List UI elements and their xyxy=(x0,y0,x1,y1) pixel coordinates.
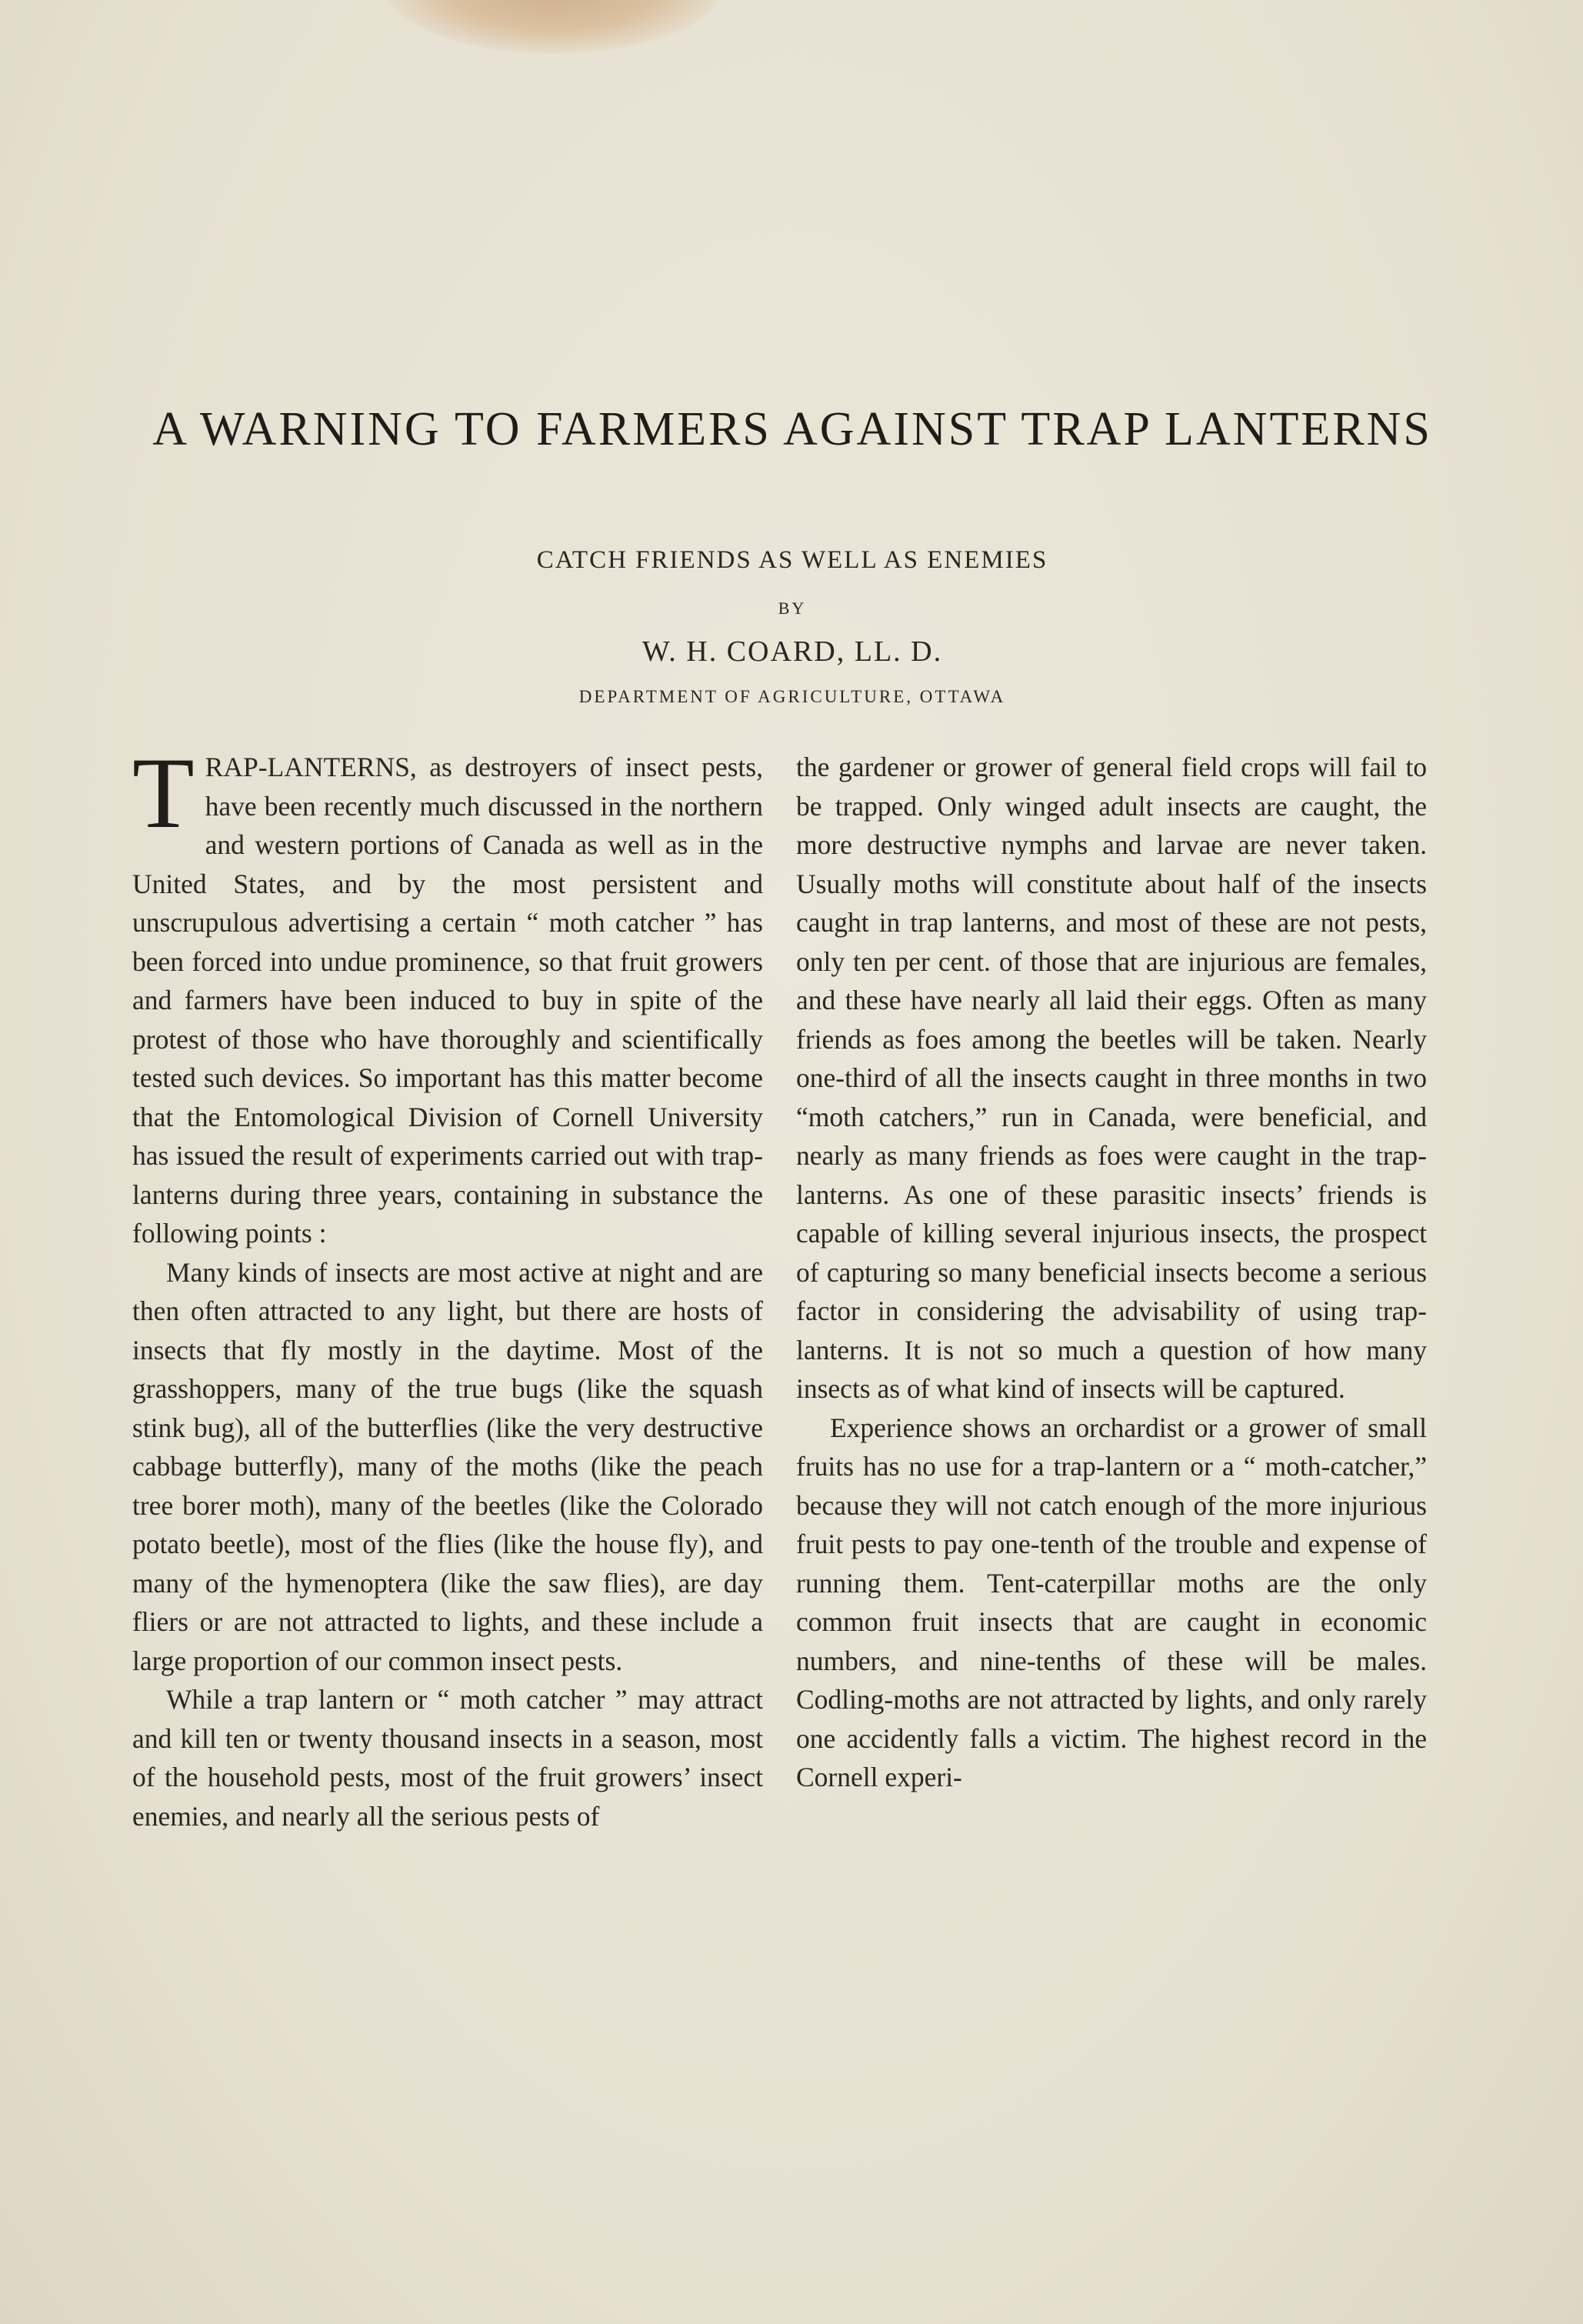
paper-stain xyxy=(385,0,723,54)
left-paragraph-3: While a trap lantern or “ moth catcher ” may attract and kill ten or twenty thousand insects in a season, most of the household pests, most of the fruit growers’ insect enemies, and nearly all the serious pests of xyxy=(132,1684,763,1832)
byline-by: BY xyxy=(778,599,807,618)
right-paragraph-1: the gardener or grower of general field crops will fail to be trapped. Only winged adult insects are caught, the more destructive nymphs and larvae are never taken. Usually moths will constitute about half of the insects caught in trap lanterns, and most of these are not pests, only ten per cent. of those that are injurious are females, and these have nearly all laid their eggs. Often as many friends as foes among the beetles will be taken. Nearly one-third of all the insects caught in three months in two “moth catchers,” run in Canada, were beneficial, and nearly as many friends as foes were caught in the trap-lanterns. As one of these parasitic insects’ friends is capable of killing several injurious insects, the prospect of capturing so many beneficial insects become a serious factor in considering the advisability of using trap-lanterns. It is not so much a question of how many insects as of what kind of insects will be captured. xyxy=(796,752,1427,1404)
left-paragraph-1 xyxy=(132,736,763,1253)
article-subtitle: CATCH FRIENDS AS WELL AS ENEMIES xyxy=(536,546,1048,574)
left-paragraph-2: Many kinds of insects are most active at night and are then often attracted to any light, but there are hosts of insects that fly mostly in the daytime. Most of the grasshoppers, many of the true bugs (like the squash stink bug), all of the butterflies (like the very destructive cabbage butterfly), many of the moths (like the peach tree borer moth), many of the beetles (like the Colorado potato beetle), most of the flies (like the house fly), and many of the hymenoptera (like the saw flies), are day fliers or are not attracted to lights, and these include a large proportion of our common insect pests. xyxy=(132,1256,763,1676)
right-column xyxy=(796,748,1427,1797)
right-paragraph-2: Experience shows an orchardist or a grower of small fruits has no use for a trap-lantern or a “ moth-catcher,” because they will not catch enough of the more injurious fruit pests to pay one-tenth of the trouble and expense of running them. Tent-caterpillar moths are the only common fruit insects that are caught in economic numbers, and nine-tenths of these will be males. Codling-moths are not attracted by lights, and only rarely one accidently falls a victim. The highest record in the Cornell experi- xyxy=(796,1412,1427,1792)
author-department: DEPARTMENT OF AGRICULTURE, OTTAWA xyxy=(578,687,1006,706)
drop-cap: T xyxy=(132,736,195,849)
left-column xyxy=(132,736,763,1836)
author-name: W. H. COARD, LL. D. xyxy=(642,635,943,668)
article-title: A WARNING TO FARMERS AGAINST TRAP LANTERNS xyxy=(152,403,1432,455)
left-paragraph-1-text: RAP-LANTERNS, as destroyers of insect pests, have been recently much discussed in the northern and western portions of Canada as well as in the United States, and by the most persistent and unscrupulous advertising a certain “ moth catcher ” has been forced into undue prominence, so that fruit growers and farmers have been induced to buy in spite of the protest of those who have thoroughly and scientifically tested such devices. So important has this matter become that the Entomological Division of Cornell University has issued the result of experiments carried out with trap-lanterns during three years, containing in substance the following points : xyxy=(132,752,763,1249)
